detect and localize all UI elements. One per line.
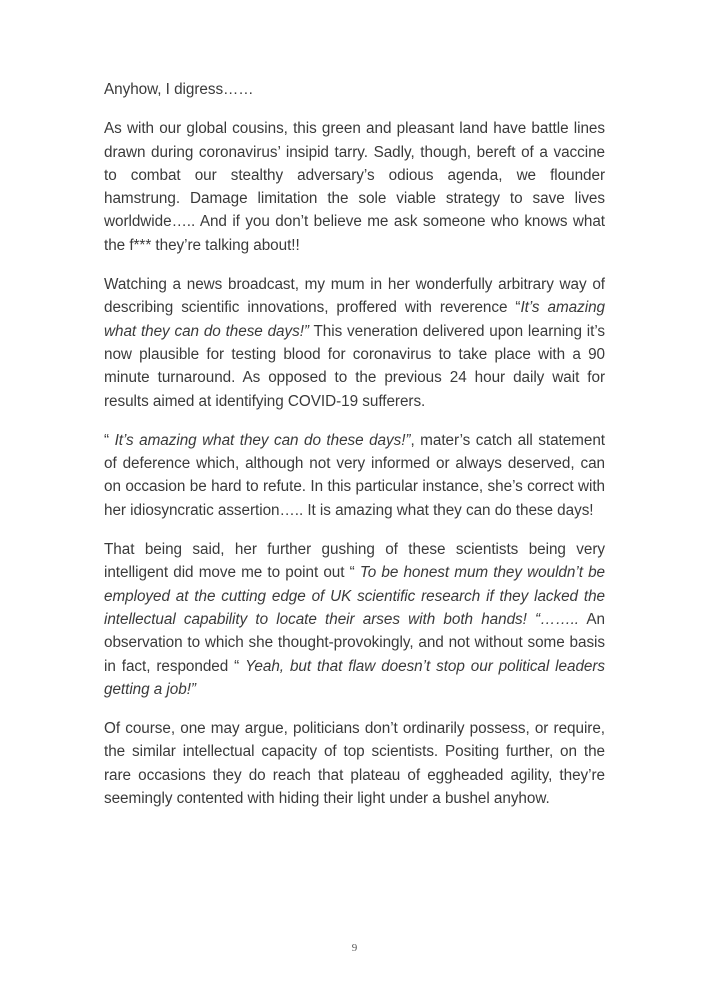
paragraph-scientists: [104, 538, 605, 701]
paragraph-politicians: Of course, one may argue, politicians don’t ordinarily possess, or require, the similar intellectual capacity of top scientists. Positing further, on the rare occasions they do reach that plateau of eggheaded agility, they’re seemingly contented with hiding their light under a bushel anyhow.: [104, 720, 605, 808]
paragraph-news-broadcast: [104, 273, 605, 413]
paragraph-news-tail: This veneration delivered upon learning it’s now plausible for testing blood for coronavirus to take place with a 90 minute turnaround. As opposed to the previous 24 hour daily wait for results aimed at identifying COVID-19 sufferers.: [104, 322, 606, 410]
page-number: 9: [351, 942, 358, 954]
paragraph-scientists-quote-two: Yeah, but that flaw doesn’t stop our political leaders getting a job!”: [104, 657, 605, 698]
paragraph-news-quote: It’s amazing what they can do these days!”: [104, 299, 605, 340]
paragraph-global-cousins: As with our global cousins, this green and pleasant land have battle lines drawn during coronavirus’ insipid tarry. Sadly, though, bereft of a vaccine to combat our stealthy adversary’s odious agenda, we flounder hamstrung. Damage limitation the sole viable strategy to save lives worldwide….. And if you don’t believe me ask someone who knows what the f*** they’re talking about!!: [104, 120, 605, 254]
paragraph-amazing-quote: It’s amazing what they can do these days!”: [114, 431, 411, 449]
paragraph-amazing-tail: , mater’s catch all statement of deference which, although not very informed or always deserved, can on occasion be hard to refute. In this particular instance, she’s correct with her idiosyncratic assertion….. It is amazing what they can do these days!: [104, 431, 605, 519]
paragraph-news-lead: Watching a news broadcast, my mum in her wonderfully arbitrary way of describing scientific innovations, proffered with reverence “: [104, 276, 605, 317]
paragraph-amazing: [104, 429, 605, 522]
paragraph-scientists-middle: An observation to which she thought-provokingly, and not without some basis in fact, responded “: [104, 610, 605, 675]
page-body: [104, 78, 605, 826]
paragraph-scientists-lead: That being said, her further gushing of these scientists being very intelligent did move me to point out “: [104, 541, 605, 582]
paragraph-intro: Anyhow, I digress……: [104, 81, 254, 98]
paragraph-amazing-open: “: [104, 431, 115, 449]
paragraph-scientists-quote-one: To be honest mum they wouldn’t be employed at the cutting edge of UK scientific research if they lacked the intellectual capability to locate their arses with both hands! “……..: [104, 564, 605, 628]
